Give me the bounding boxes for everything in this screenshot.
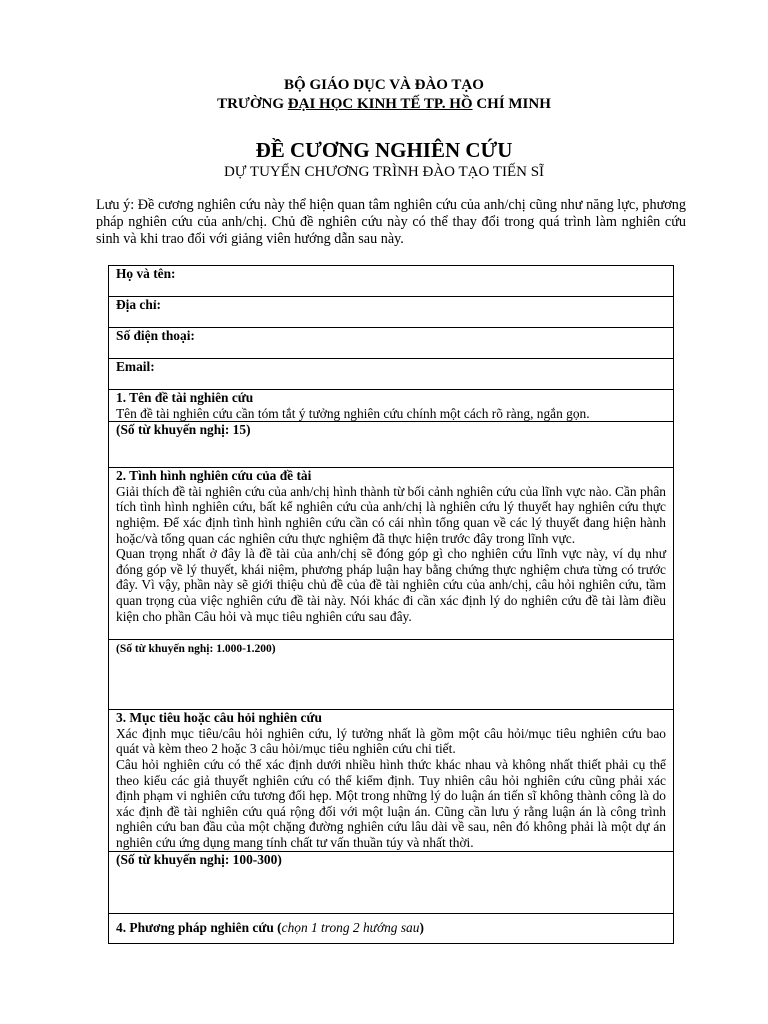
section1-desc: Tên đề tài nghiên cứu cần tóm tắt ý tưởng nghiên cứu chính một cách rõ ràng, ngắn gọn. [116,405,590,421]
section1-answer[interactable] [109,422,674,468]
university-underlined: ĐẠI HỌC KINH TẾ TP. HỒ [287,96,473,112]
name-label: Họ và tên: [116,266,176,281]
section3-para1: Xác định mục tiêu/câu hỏi nghiên cứu, lý tưởng nhất là gồm một câu hỏi/mục tiêu nghiên cứu bao quát và kèm theo 2 hoặc 3 câu hỏi/mục tiêu nghiên cứu chi tiết. [116,725,666,757]
section4-title: 4. Phương pháp nghiên cứu ( [116,920,282,936]
section2-title: 2. Tình hình nghiên cứu của đề tài [116,468,312,484]
email-label: Email: [116,359,155,374]
note-paragraph: Lưu ý: Đề cương nghiên cứu này thể hiện quan tâm nghiên cứu của anh/chị cũng như năng lực, phương pháp nghiên cứu của anh/chị. Chủ đề nghiên cứu này có thể thay đổi trong quá trình làm nghiên cứu sinh và khi trao đổi với giảng viên hướng dẫn sau này. [96,197,686,247]
section2-para1: Giải thích đề tài nghiên cứu của anh/chị hình thành từ bối cảnh nghiên cứu của lĩnh vực nào. Cần phân tích tình hình nghiên cứu, bất kể nghiên cứu của anh/chị là nghiên cứu lý thuyết hay nghiên cứu thực nghiệm. Để xác định tình hình nghiên cứu cần có cái nhìn tổng quan về các lý thuyết đang hiện hành hoặc/và tổng quan các nghiên cứu thực nghiệm đã thực hiện trước đây trong lĩnh vực. [116,483,666,546]
section4-italic: chọn 1 trong 2 hướng sau [281,920,420,936]
document-subtitle: DỰ TUYỂN CHƯƠNG TRÌNH ĐÀO TẠO TIẾN SĨ [223,164,545,180]
section3-para2: Câu hỏi nghiên cứu có thể xác định dưới nhiều hình thức khác nhau và không nhất thiết phải cụ thể theo kiểu các giả thuyết nghiên cứu có thể kiểm định. Tuy nhiên câu hỏi nghiên cứu cũng phải xác định phạm vi nghiên cứu tương đối hẹp. Một trong những lý do luận án tiến sĩ không thành công là do xác định đề tài nghiên cứu quá rộng đối với một luận án. Cũng cần lưu ý rằng luận án là công trình nghiên cứu ban đầu của một chặng đường nghiên cứu lâu dài về sau, nên đó không phải là một dự án nghiên cứu ứng dụng mang tính chất tư vấn thuần túy và nhất thời. [116,756,666,850]
section2-cell [109,468,674,640]
section3-cell [109,710,674,851]
section3-word-count: (Số từ khuyến nghị: 100-300) [116,851,282,867]
phone-label: Số điện thoại: [116,328,195,343]
section1-cell [109,390,674,422]
section3-answer[interactable] [109,851,674,913]
university-suffix: CHÍ MINH [472,96,551,112]
address-label: Địa chỉ: [116,297,162,312]
name-field[interactable] [109,266,674,297]
section2-para2: Quan trọng nhất ở đây là đề tài của anh/chị sẽ đóng góp gì cho nghiên cứu lĩnh vực này, ví dụ như đóng góp về lý thuyết, khái niệm, phương pháp luận hay bằng chứng thực nghiệm chưa từng có trước đây. Vì vậy, phần này sẽ giới thiệu chủ đề của đề tài nghiên cứu của anh/chị, câu hỏi nghiên cứu, tầm quan trọng của việc nghiên cứu đề tài này. Nói khác đi cần xác định lý do nghiên cứu đề tài làm điều kiện cho phần Câu hỏi và mục tiêu nghiên cứu sau đây. [116,546,666,624]
proposal-form [108,265,674,944]
university-heading [0,96,768,113]
section1-word-count: (Số từ khuyến nghị: 15) [116,422,251,438]
section3-title: 3. Mục tiêu hoặc câu hỏi nghiên cứu [116,710,322,726]
university-prefix: TRƯỜNG [217,96,288,112]
document-title: ĐỀ CƯƠNG NGHIÊN CỨU [255,138,513,162]
section4-close: ) [419,920,424,936]
ministry-heading: BỘ GIÁO DỤC VÀ ĐÀO TẠO [284,77,484,93]
section2-word-count: (Số từ khuyến nghị: 1.000-1.200) [116,643,276,656]
section2-answer[interactable] [109,640,674,710]
phone-field[interactable] [109,328,674,359]
section1-title: 1. Tên đề tài nghiên cứu [116,390,254,405]
section4-cell [109,913,674,943]
address-field[interactable] [109,297,674,328]
email-field[interactable] [109,359,674,390]
